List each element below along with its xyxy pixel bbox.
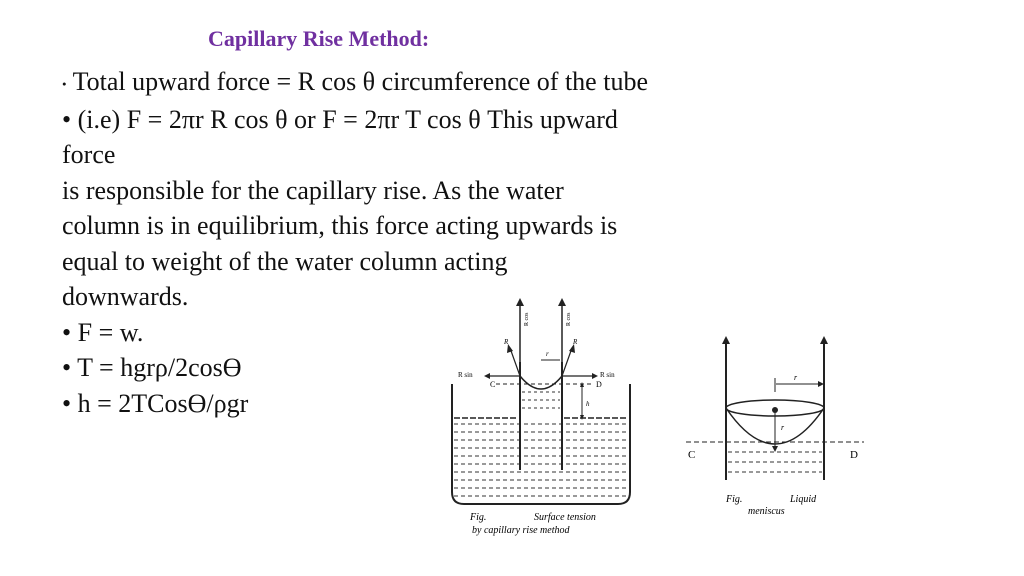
bullet: • [62,388,72,418]
beaker-liquid [454,424,628,496]
text-line-3: force [62,140,116,170]
label-r-inner: r [781,423,785,432]
label-h: h [586,400,590,408]
text-line-6: equal to weight of the water column acting [62,246,508,276]
label-r-right: R [573,338,578,346]
text-line-2: • (i.e) F = 2πr R cos θ or F = 2πr T cos θ This upward [62,104,618,134]
text-line-9: • T = hgrρ/2cosϴ [62,353,242,383]
label-c2: C [688,449,696,461]
figure1-caption-line2: by capillary rise method [472,525,570,536]
bullet: • [62,317,72,347]
figure2-caption-fig: Fig. [726,494,743,505]
label-r-top: r [794,373,798,382]
label-d2: D [850,449,858,461]
figure2-caption-text: Liquid [790,494,817,505]
label-r-cos-left: R cos [524,312,530,326]
bullet: • [62,104,72,134]
label-r-sin-right: R sin [600,371,615,379]
bullet: • [62,76,67,92]
beaker-outline [452,384,630,504]
capillary-rise-figure [440,292,650,542]
text-line-8: • F = w. [62,317,144,347]
slide-title: Capillary Rise Method: [208,26,430,51]
label-d: D [596,380,602,389]
figure1-caption-fig: Fig. [470,512,487,523]
text-line-5: column is in equilibrium, this force acting upwards is [62,211,618,241]
text-line-7: downwards. [62,282,189,312]
text-line-10: • h = 2TCosϴ/ρgr [62,388,249,418]
label-r-cos-right: R cos [566,312,572,326]
figure1-caption-text: Surface tension [534,512,596,523]
text-line-1: • Total upward force = R cos θ circumference of the tube [62,67,648,96]
label-r-small: r [546,350,549,358]
liquid-meniscus-figure [680,330,870,530]
text-line-4: is responsible for the capillary rise. As the water [62,175,564,205]
bullet: • [62,353,72,383]
meniscus [520,376,562,389]
label-r-left: R [504,338,509,346]
label-c: C [490,380,496,389]
label-r-sin-left: R sin [458,371,473,379]
figure2-caption-line2: meniscus [748,506,785,517]
